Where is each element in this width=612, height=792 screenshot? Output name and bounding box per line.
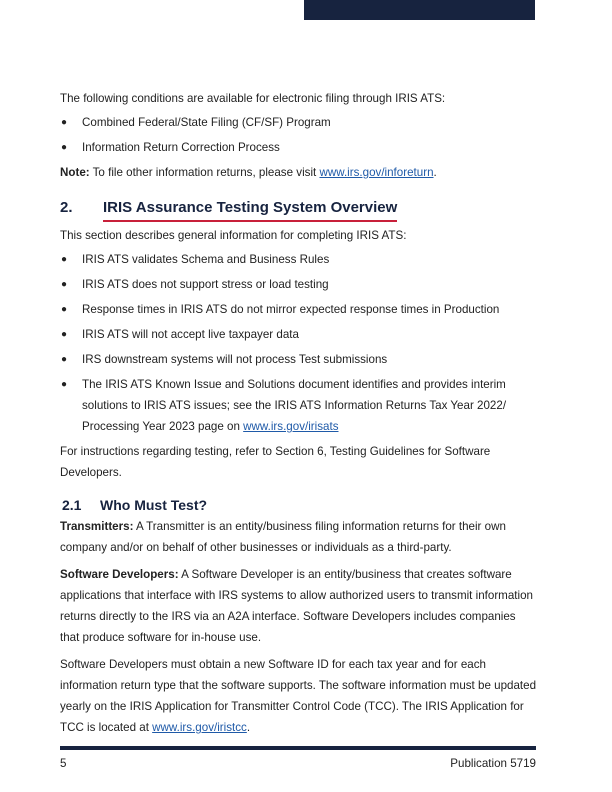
section-title: IRIS Assurance Testing System Overview xyxy=(103,197,397,222)
list-item: ● The IRIS ATS Known Issue and Solutions document identifies and provides interim solutions to IRIS ATS issues; see the IRIS ATS Information Returns Tax Year 2022/ Processing Year 2023 page on www.irs.gov/irisats xyxy=(60,374,538,437)
list-item: ● Combined Federal/State Filing (CF/SF) Program xyxy=(60,112,538,133)
bullet-icon: ● xyxy=(61,304,68,315)
page-content xyxy=(60,88,538,738)
note-text: To file other information returns, please visit xyxy=(89,166,320,179)
irisats-link[interactable]: www.irs.gov/irisats xyxy=(243,420,339,433)
list-item: ● IRIS ATS does not support stress or load testing xyxy=(60,274,538,295)
bullet-icon: ● xyxy=(61,117,68,128)
list-item: ● Response times in IRIS ATS do not mirror expected response times in Production xyxy=(60,299,538,320)
bullet-icon: ● xyxy=(61,354,68,365)
note-label: Note: xyxy=(60,166,90,179)
iristcc-link[interactable]: www.irs.gov/iristcc xyxy=(152,721,247,734)
header-band xyxy=(304,0,535,20)
inforeturn-link[interactable]: www.irs.gov/inforeturn xyxy=(319,166,434,179)
section-2-bullet-list xyxy=(60,249,538,437)
section-2-1-heading xyxy=(60,495,538,515)
list-item: ● IRIS ATS will not accept live taxpayer data xyxy=(60,324,538,345)
intro-bullet-list xyxy=(60,112,538,158)
intro-text: The following conditions are available for electronic filing through IRIS ATS: xyxy=(60,92,446,105)
section-title: Who Must Test? xyxy=(100,497,208,513)
list-item: ● IRIS ATS validates Schema and Business Rules xyxy=(60,249,538,270)
transmitters-label: Transmitters: xyxy=(60,520,134,533)
bullet-icon: ● xyxy=(61,254,68,265)
page-number: 5 xyxy=(60,757,67,770)
bullet-icon: ● xyxy=(61,329,68,340)
list-item: ● IRS downstream systems will not process Test submissions xyxy=(60,349,538,370)
developers-paragraph: Software Developers: A Software Developer is an entity/business that creates software applications that interface with IRS systems to allow authorized users to transmit information returns directly to the IRS via an A2A interface. Software Developers includes companies that produce software for in-house use. xyxy=(60,568,533,644)
section-number: 2. xyxy=(60,199,73,216)
bullet-icon: ● xyxy=(61,279,68,290)
section-number: 2.1 xyxy=(62,497,82,513)
footer-rule xyxy=(60,746,536,750)
developers-label: Software Developers: xyxy=(60,568,179,581)
section-2-description: This section describes general information for completing IRIS ATS: xyxy=(60,229,407,242)
instructions-paragraph: For instructions regarding testing, refer to Section 6, Testing Guidelines for Software Developers. xyxy=(60,445,491,479)
publication-label: Publication 5719 xyxy=(450,757,536,770)
bullet-icon: ● xyxy=(61,142,68,153)
bullet-icon: ● xyxy=(61,379,68,390)
note-paragraph: Note: To file other information returns, please visit www.irs.gov/inforeturn. xyxy=(60,166,437,179)
section-2-heading xyxy=(60,197,538,222)
transmitters-paragraph: Transmitters: A Transmitter is an entity/business filing information returns for their own company and/or on behalf of other businesses or individuals as a third-party. xyxy=(60,520,506,554)
list-item: ● Information Return Correction Process xyxy=(60,137,538,158)
software-id-paragraph: Software Developers must obtain a new Software ID for each tax year and for each information return type that the software supports. The software information must be updated yearly on the IRIS Application for Transmitter Control Code (TCC). The IRIS Application for TCC is located at www.irs.gov/iristcc. xyxy=(60,658,537,734)
